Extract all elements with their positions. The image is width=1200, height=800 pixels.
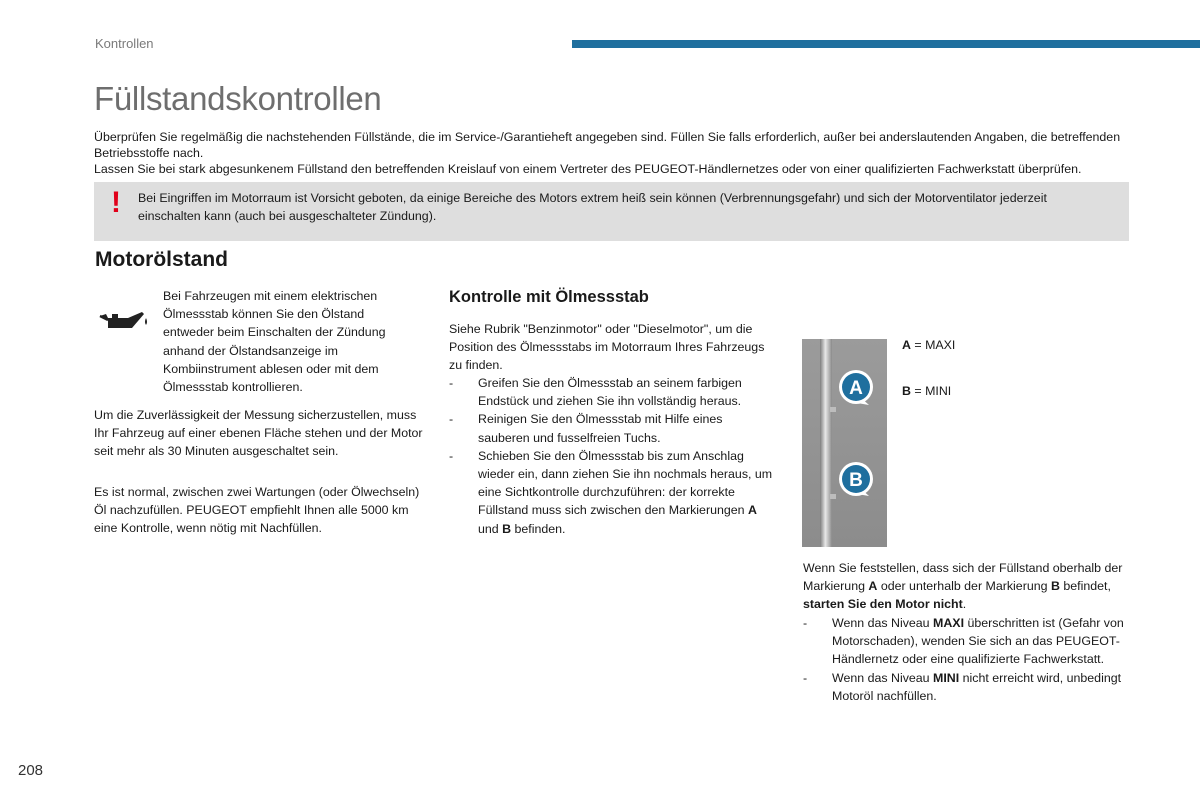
bullet-text: Wenn das Niveau	[832, 670, 934, 685]
step-text: Schieben Sie den Ölmessstab bis zum Anschlag wieder ein, dann ziehen Sie ihn nochmals heraus, um eine Sichtkontrolle durchzuführen: der korrekte Füllstand muss sich zwischen den Markierungen	[478, 448, 773, 518]
warning-text: Bei Eingriffen im Motorraum ist Vorsicht geboten, da einige Bereiche des Motors extrem heiß sein können (Verbrennungsgefahr) und sich der Motorventilator jederzeit einschalten kann (auch bei ausgeschalteter Zündung).	[138, 191, 1047, 223]
motoroel-paragraph-2: Es ist normal, zwischen zwei Wartungen (oder Ölwechseln) Öl nachzufüllen. PEUGEOT empfiehlt Ihnen alle 5000 km eine Kontrolle, wenn nötig mit Nachfüllen.	[94, 485, 420, 536]
marker-b-icon	[839, 462, 873, 496]
bullet-text: Wenn das Niveau	[832, 616, 934, 630]
mini-bold: MINI	[933, 670, 960, 685]
marker-b-label: B	[849, 470, 863, 491]
list-item	[449, 447, 774, 538]
oelmessstab-heading: Kontrolle mit Ölmessstab	[449, 288, 649, 306]
level-text-end: .	[962, 597, 967, 612]
marker-b-ref: B	[502, 521, 512, 536]
marker-a-label: A	[849, 378, 863, 399]
step-text: Reinigen Sie den Ölmessstab mit Hilfe eines sauberen und fusselfreien Tuchs.	[478, 412, 723, 445]
oil-can-icon	[98, 306, 150, 334]
oelmessstab-steps	[449, 374, 774, 538]
exclamation-icon: !	[111, 186, 121, 219]
level-paragraph	[803, 559, 1138, 614]
marker-a-ref: A	[868, 579, 878, 594]
warning-box	[94, 182, 1129, 241]
list-item	[803, 669, 1138, 705]
list-item	[449, 374, 774, 410]
dipstick-image	[802, 339, 887, 547]
step-text-end: befinden.	[511, 521, 566, 536]
list-item	[803, 614, 1138, 669]
level-warning-bold: starten Sie den Motor nicht	[803, 597, 963, 612]
bullet-dash: -	[449, 448, 454, 463]
list-item	[449, 410, 774, 446]
level-text-mid: oder unterhalb der Markierung	[877, 579, 1051, 594]
level-text: Wenn Sie feststellen, dass sich der Füllstand oberhalb der Markierung	[803, 561, 1123, 594]
page-title: Füllstandskontrollen	[94, 80, 382, 117]
marker-a-icon	[839, 370, 873, 405]
bullet-text-end: nicht erreicht wird, unbedingt Motoröl nachfüllen.	[832, 670, 1122, 703]
oelmessstab-intro: Siehe Rubrik "Benzinmotor" oder "Dieselmotor", um die Position des Ölmessstabs im Motorraum Ihres Fahrzeugs zu finden.	[449, 322, 765, 373]
bullet-dash: -	[449, 376, 454, 390]
header-accent-bar	[572, 40, 1200, 48]
legend-a-value: = MAXI	[910, 338, 956, 352]
bullet-dash: -	[803, 670, 808, 685]
intro-text	[94, 129, 1134, 177]
section-label: Kontrollen	[95, 36, 154, 51]
maxi-bold: MAXI	[933, 616, 965, 630]
level-text-mid2: befindet,	[1059, 579, 1111, 594]
legend-maxi	[902, 338, 955, 352]
step-text: Greifen Sie den Ölmessstab an seinem farbigen Endstück und ziehen Sie ihn vollständig heraus.	[478, 376, 742, 409]
dipstick-illustration	[802, 339, 887, 547]
legend-mini	[902, 384, 951, 398]
level-bullets	[803, 614, 1138, 705]
motoroel-paragraph-1: Um die Zuverlässigkeit der Messung sicherzustellen, muss Ihr Fahrzeug auf einer ebenen Fläche stehen und der Motor seit mehr als 30 Minuten ausgeschaltet sein.	[94, 408, 423, 459]
intro-line-2: Lassen Sie bei stark abgesunkenem Füllstand den betreffenden Kreislauf von einem Vertreter des PEUGEOT-Händlernetzes oder von einer qualifizierten Fachwerkstatt überprüfen.	[94, 162, 1082, 176]
bullet-dash: -	[449, 412, 454, 427]
intro-line-1: Überprüfen Sie regelmäßig die nachstehenden Füllstände, die im Service-/Garantieheft angegeben sind. Füllen Sie falls erforderlich, außer bei anderslautenden Angaben, die betreffenden Betriebsstoffe nach.	[94, 130, 1121, 160]
legend-b-key: B	[902, 384, 911, 398]
bullet-text-end: überschritten ist (Gefahr von Motorschaden), wenden Sie sich an das PEUGEOT-Händlernetz oder eine qualifizierte Fachwerkstatt.	[832, 616, 1124, 667]
page-number: 208	[18, 762, 44, 779]
legend-a-key: A	[902, 338, 911, 352]
marker-b-ref: B	[1050, 579, 1060, 594]
legend-b-value: = MINI	[910, 384, 952, 398]
motoroel-intro: Bei Fahrzeugen mit einem elektrischen Ölmessstab können Sie den Ölstand entweder beim Einschalten der Zündung anhand der Ölstandsanzeige im Kombiinstrument ablesen oder mit dem Ölmessstab kontrollieren.	[163, 289, 386, 395]
marker-a-ref: A	[747, 503, 757, 518]
motoroel-heading: Motorölstand	[95, 248, 228, 271]
bullet-dash: -	[803, 616, 808, 630]
step-text-mid: und	[478, 521, 503, 536]
